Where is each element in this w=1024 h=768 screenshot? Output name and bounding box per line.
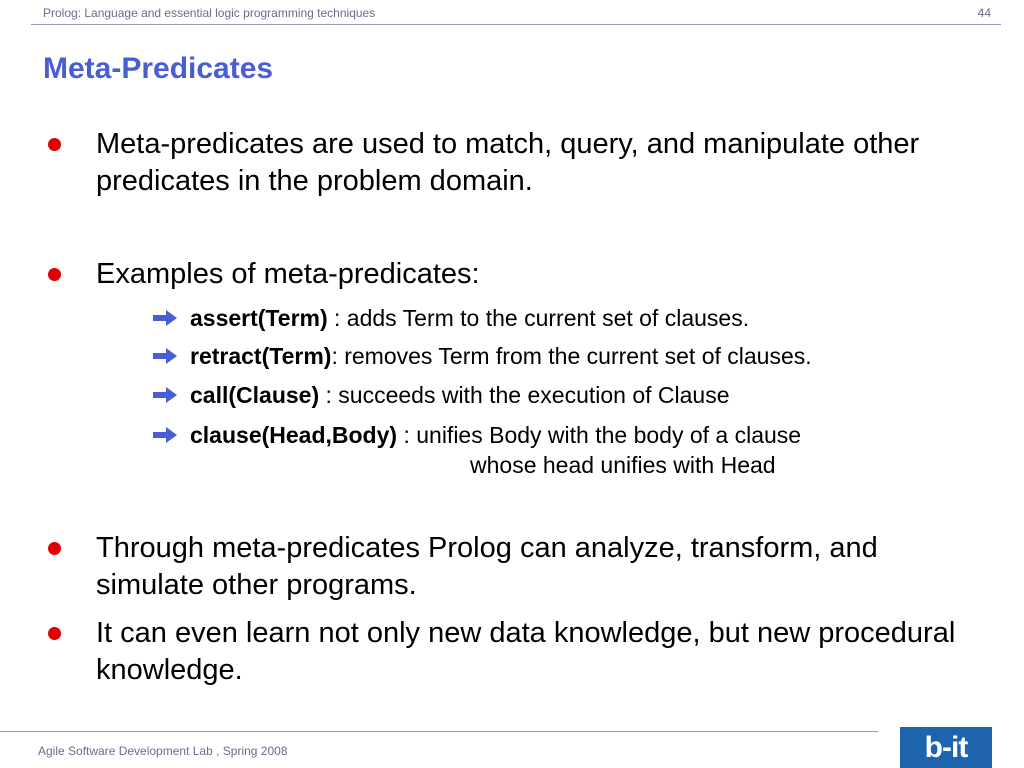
arrow-right-icon (152, 386, 178, 404)
bit-logo: b-it (900, 727, 992, 768)
page-number: 44 (977, 6, 991, 20)
example-text (190, 380, 730, 410)
bullet-dot-icon (48, 542, 61, 555)
bullet-dot-icon (48, 627, 61, 640)
example-desc-continuation: whose head unifies with Head (470, 452, 776, 478)
slide-title: Meta-Predicates (43, 52, 274, 85)
example-text (190, 420, 801, 450)
footer-text: Agile Software Development Lab , Spring 2008 (38, 744, 288, 758)
example-desc: : succeeds with the execution of Clause (319, 382, 730, 408)
example-desc: : unifies Body with the body of a clause (397, 422, 802, 448)
example-term: clause(Head,Body) (190, 422, 398, 448)
arrow-right-icon (152, 309, 178, 327)
example-desc: : removes Term from the current set of clauses. (331, 343, 812, 369)
header-rule (31, 24, 1001, 25)
example-desc: : adds Term to the current set of clauses. (327, 305, 750, 331)
bullet-dot-icon (48, 268, 61, 281)
bullet-dot-icon (48, 138, 61, 151)
example-text (190, 303, 749, 333)
arrow-right-icon (152, 426, 178, 444)
example-term: assert(Term) (190, 305, 328, 331)
bullet-text: Meta-predicates are used to match, query, and manipulate other predicates in the problem domain. (96, 128, 920, 197)
bullet-text: Through meta-predicates Prolog can analyze, transform, and simulate other programs. (96, 532, 878, 601)
bullet-text: Examples of meta-predicates: (96, 258, 480, 290)
header-title: Prolog: Language and essential logic programming techniques (43, 6, 376, 20)
arrow-right-icon (152, 347, 178, 365)
example-term: retract(Term) (190, 343, 332, 369)
example-text (190, 341, 812, 371)
footer-rule (0, 731, 878, 732)
example-term: call(Clause) (190, 382, 320, 408)
bullet-text: It can even learn not only new data knowledge, but new procedural knowledge. (96, 617, 956, 686)
